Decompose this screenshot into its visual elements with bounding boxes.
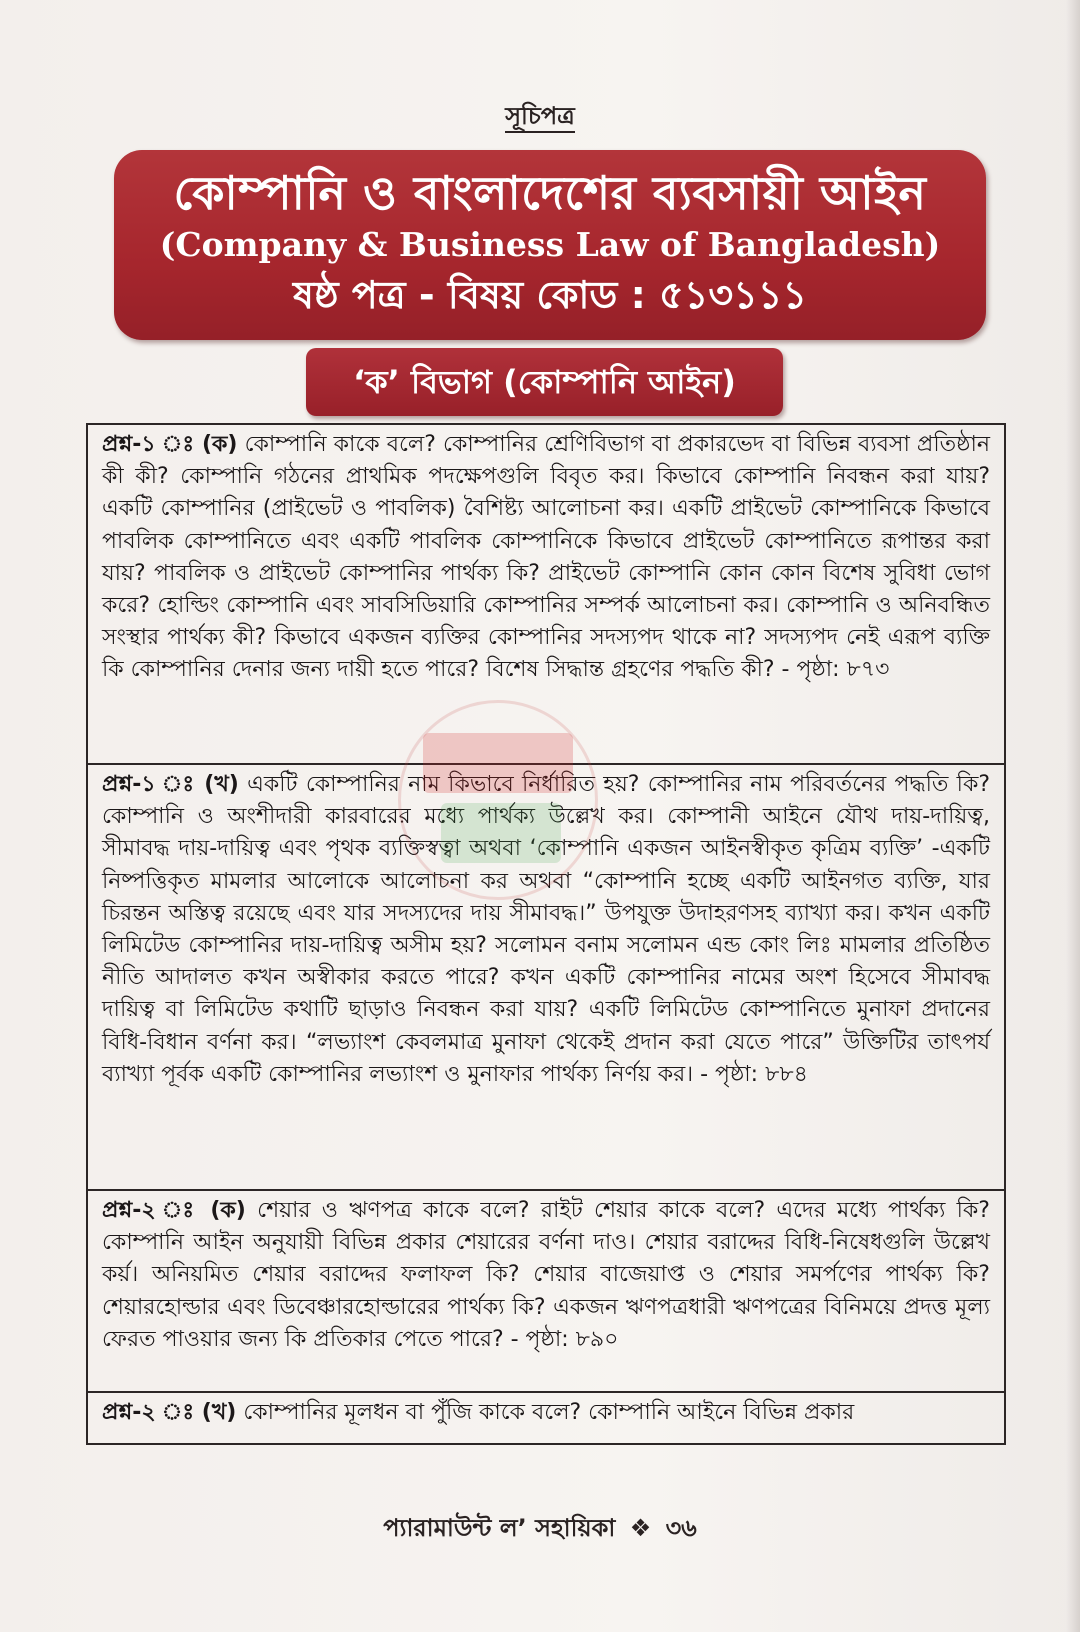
subject-title-english: (Company & Business Law of Bangladesh) [159,225,941,264]
question-text: কোম্পানি কাকে বলে? কোম্পানির শ্রেণিবিভাগ বা প্রকারভেদ বা বিভিন্ন ব্যবসা প্রতিষ্ঠান কী কী? কোম্পানি গঠনের প্রাথমিক পদক্ষেপগুলি বিবৃত কর। কিভাবে কোম্পানি নিবন্ধন করা যায়? একটি কোম্পানির (প্রাইভেট ও পাবলিক) বৈশিষ্ট্য আলোচনা কর। একটি প্রাইভেট কোম্পানিকে কিভাবে পাবলিক কোম্পানিতে এবং একটি পাবলিক কোম্পানিকে কিভাবে প্রাইভেট কোম্পানিতে রূপান্তর করা যায়? পাবলিক ও প্রাইভেট কোম্পানির পার্থক্য কি? প্রাইভেট কোম্পানি কোন কোন বিশেষ সুবিধা ভোগ করে? হোল্ডিং কোম্পানি এবং সাবসিডিয়ারি কোম্পানির সম্পর্ক আলোচনা কর। কোম্পানি ও অনিবন্ধিত সংস্থার পার্থক্য কী? কিভাবে একজন ব্যক্তির কোম্পানির সদস্যপদ থাকে না? সদস্যপদ নেই এরূপ ব্যক্তি কি কোম্পানির দেনার জন্য দায়ী হতে পারে? বিশেষ সিদ্ধান্ত গ্রহণের পদ্ধতি কী? - পৃষ্ঠা: ৮৭৩ [102,432,990,683]
question-row [88,1393,1004,1443]
question-label: প্রশ্ন-২ ঃ (খ) [102,1400,237,1425]
question-text: একটি কোম্পানির নাম কিভাবে নির্ধারিত হয়? কোম্পানির নাম পরিবর্তনের পদ্ধতি কি? কোম্পানি ও অংশীদারী কারবারের মধ্যে পার্থক্য উল্লেখ কর। কোম্পানী আইনে যৌথ দায়-দায়িত্ব, সীমাবদ্ধ দায়-দায়িত্ব এবং পৃথক ব্যক্তিস্বত্বা অথবা ‘কোম্পানি একজন আইনস্বীকৃত কৃত্রিম ব্যক্তি’ -একটি নিষ্পত্তিকৃত মামলার আলোকে আলোচনা কর অথবা “কোম্পানি হচ্ছে একটি আইনগত ব্যক্তি, যার চিরন্তন অস্তিত্ব রয়েছে এবং যার সদস্যদের দায় সীমাবদ্ধ।” উপযুক্ত উদাহরণসহ ব্যাখ্যা কর। কখন একটি লিমিটেড কোম্পানির দায়-দায়িত্ব অসীম হয়? সলোমন বনাম সলোমন এন্ড কোং লিঃ মামলার প্রতিষ্ঠিত নীতি আদালত কখন অস্বীকার করতে পারে? কখন একটি কোম্পানির নামের অংশ হিসেবে সীমাবদ্ধ দায়িত্ব বা লিমিটেড কথাটি ছাড়াও নিবন্ধন করা যায়? একটি লিমিটেড কোম্পানিতে মুনাফা প্রদানের বিধি-বিধান বর্ণনা কর। “লভ্যাংশ কেবলমাত্র মুনাফা থেকেই প্রদান করা যেতে পারে” উক্তিটির তাৎপর্য ব্যাখ্যা পূর্বক একটি কোম্পানির লভ্যাংশ ও মুনাফার পার্থক্য নির্ণয় কর। - পৃষ্ঠা: ৮৮৪ [102,772,991,1087]
footer-separator-icon: ❖ [629,1514,652,1542]
paper-code: ষষ্ঠ পত্র - বিষয় কোড : ৫১৩১১১ [292,273,808,317]
questions-table [86,423,1006,1445]
question-text: শেয়ার ও ঋণপত্র কাকে বলে? রাইট শেয়ার কাকে বলে? এদের মধ্যে পার্থক্য কি? কোম্পানি আইন অনুযায়ী বিভিন্ন প্রকার শেয়ারের বর্ণনা দাও। শেয়ার বরাদ্দের বিধি-নিষেধগুলি উল্লেখ কর্য়। অনিয়মিত শেয়ার বরাদ্দের ফলাফল কি? শেয়ার বাজেয়াপ্ত ও শেয়ার সমর্পণের পার্থক্য কি? শেয়ারহোল্ডার এবং ডিবেঞ্চারহোল্ডারের পার্থক্য কি? একজন ঋণপত্রধারী ঋণপত্রের বিনিময়ে প্রদত্ত মূল্য ফেরত পাওয়ার জন্য কি প্রতিকার পেতে পারে? - পৃষ্ঠা: ৮৯০ [102,1198,990,1352]
page-number: ৩৬ [665,1514,697,1542]
question-row [88,765,1004,1191]
question-row [88,1191,1004,1393]
footer-book-title: প্যারামাউন্ট ল’ সহায়িকা [383,1514,616,1542]
subject-title-banner [114,150,986,340]
question-label: প্রশ্ন-২ ঃ (ক) [102,1198,246,1223]
page-edge-shadow [1066,0,1080,1632]
question-label: প্রশ্ন-১ ঃ (খ) [102,772,239,797]
header-label: সূচিপত্র [505,102,575,133]
question-text: কোম্পানির মূলধন বা পুঁজি কাকে বলে? কোম্পানি আইনে বিভিন্ন প্রকার [243,1400,855,1425]
question-row [88,425,1004,765]
page-footer [0,1510,1080,1550]
question-label: প্রশ্ন-১ ঃ (ক) [102,432,238,457]
subject-title-bangla: কোম্পানি ও বাংলাদেশের ব্যবসায়ী আইন [173,166,927,220]
section-heading: ‘ক’ বিভাগ (কোম্পানি আইন) [306,348,783,416]
page-header [0,98,1080,138]
